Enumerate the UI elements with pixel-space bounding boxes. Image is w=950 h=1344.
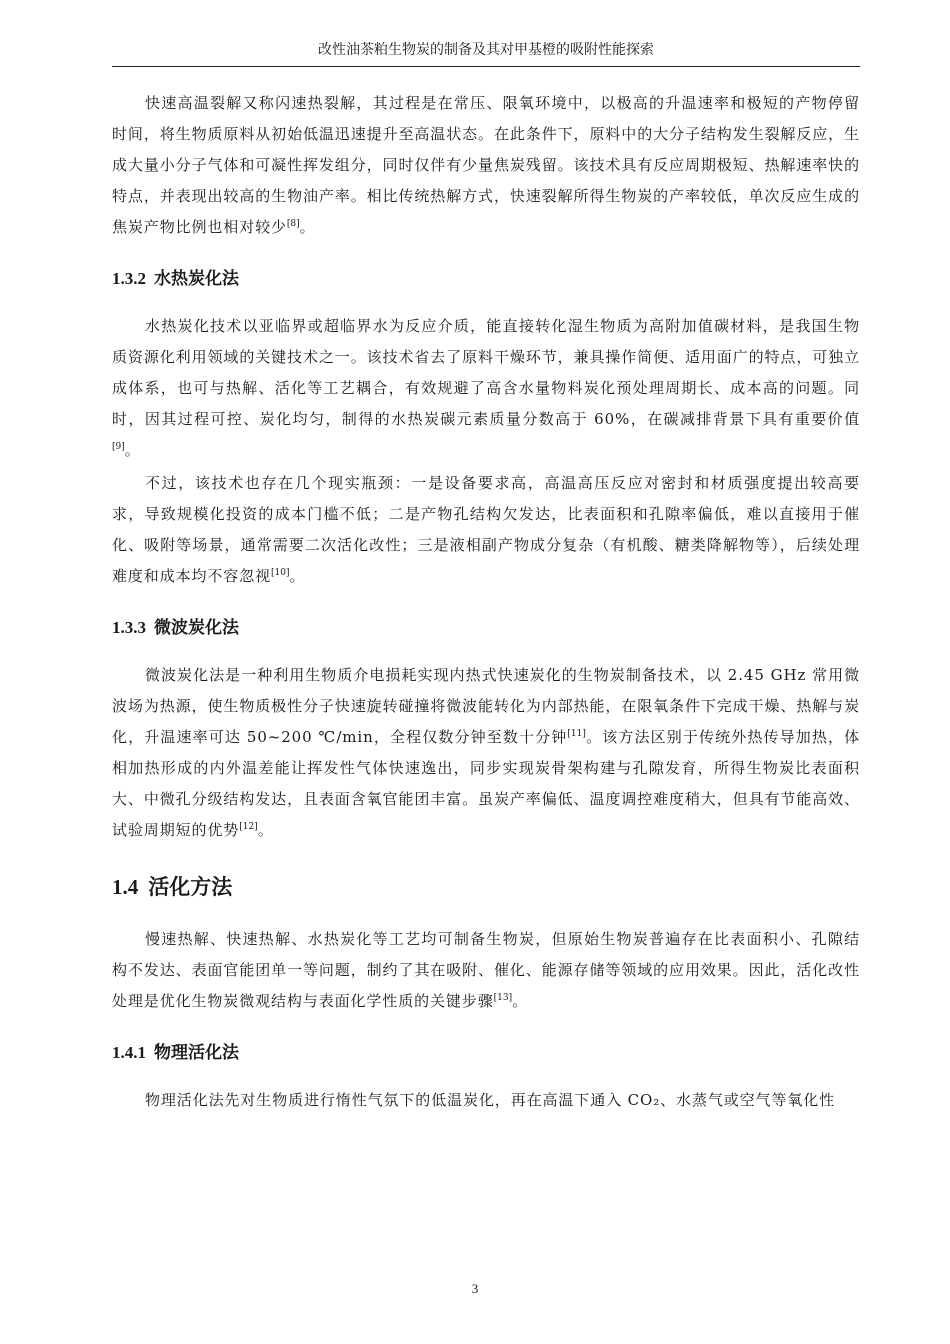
document-body xyxy=(112,88,860,1116)
paragraph-text: 不过，该技术也存在几个现实瓶颈：一是设备要求高，高温高压反应对密封和材质强度提出较高要求，导致规模化投资的成本门槛不低；二是产物孔结构欠发达，比表面积和孔隙率偏低，难以直接用于催化、吸附等场景，通常需要二次活化改性；三是液相副产物成分复杂（有机酸、糖类降解物等），后续处理难度和成本均不容忽视 xyxy=(112,474,860,585)
paragraph-text: 物理活化法先对生物质进行惰性气氛下的低温炭化，再在高温下通入 CO₂、水蒸气或空气等氧化性 xyxy=(145,1091,836,1109)
heading-title: 水热炭化法 xyxy=(154,269,239,288)
heading-number: 1.4.1 xyxy=(112,1043,146,1062)
paragraph-text: 快速高温裂解又称闪速热裂解，其过程是在常压、限氧环境中，以极高的升温速率和极短的产物停留时间，将生物质原料从初始低温迅速提升至高温状态。在此条件下，原料中的大分子结构发生裂解反应，生成大量小分子气体和可凝性挥发组分，同时仅伴有少量焦炭残留。该技术具有反应周期极短、热解速率快的特点，并表现出较高的生物油产率。相比传统热解方式，快速裂解所得生物炭的产率较低，单次反应生成的焦炭产物比例也相对较少 xyxy=(112,94,860,236)
section-heading-1-3-3 xyxy=(112,614,860,642)
paragraph-text: 。该方法区别于传统外热传导加热，体相加热形成的内外温差能让挥发性气体快速逸出，同步实现炭骨架构建与孔隙发育，所得生物炭比表面积大、中微孔分级结构发达，且表面含氧官能团丰富。虽炭产率偏低、温度调控难度稍大，但具有节能高效、试验周期短的优势 xyxy=(112,728,860,839)
citation-ref[interactable]: [9] xyxy=(112,442,125,452)
heading-number: 1.3.3 xyxy=(112,618,146,637)
paragraph-hydrothermal-intro xyxy=(112,311,860,466)
citation-ref[interactable]: [8] xyxy=(286,219,300,229)
citation-ref[interactable]: [13] xyxy=(493,993,513,1003)
paragraph-text: 。 xyxy=(289,567,306,585)
section-heading-1-3-2 xyxy=(112,265,860,293)
running-header: 改性油茶粕生物炭的制备及其对甲基橙的吸附性能探索 xyxy=(318,42,654,58)
heading-title: 微波炭化法 xyxy=(154,618,239,637)
citation-ref[interactable]: [12] xyxy=(239,822,258,832)
section-heading-1-4 xyxy=(112,872,860,902)
citation-ref[interactable]: [11] xyxy=(567,729,586,739)
paragraph-text: 水热炭化技术以亚临界或超临界水为反应介质，能直接转化湿生物质为高附加值碳材料，是我国生物质资源化利用领域的关键技术之一。该技术省去了原料干燥环节，兼具操作简便、适用面广的特点，可独立成体系，也可与热解、活化等工艺耦合，有效规避了高含水量物料炭化预处理周期长、成本高的问题。同时，因其过程可控、炭化均匀，制得的水热炭碳元素质量分数高于 60%，在碳减排背景下具有重要价值 xyxy=(112,317,860,428)
paragraph-text: 。 xyxy=(299,218,316,236)
header-rule xyxy=(112,66,860,67)
paragraph-text: 。 xyxy=(257,821,274,839)
paragraph-text: 。 xyxy=(512,992,528,1010)
paragraph-hydrothermal-limits xyxy=(112,468,860,592)
paragraph-activation-intro xyxy=(112,924,860,1017)
paragraph-microwave xyxy=(112,660,860,846)
page-number: 3 xyxy=(471,1281,479,1296)
paragraph-text: 。 xyxy=(124,441,141,459)
heading-number: 1.3.2 xyxy=(112,269,146,288)
paragraph-text: 慢速热解、快速热解、水热炭化等工艺均可制备生物炭，但原始生物炭普遍存在比表面积小、孔隙结构不发达、表面官能团单一等问题，制约了其在吸附、催化、能源存储等领域的应用效果。因此，活化改性处理是优化生物炭微观结构与表面化学性质的关键步骤 xyxy=(112,930,860,1010)
heading-title: 活化方法 xyxy=(148,875,233,899)
heading-number: 1.4 xyxy=(112,875,139,899)
heading-title: 物理活化法 xyxy=(154,1043,239,1062)
paragraph-fast-pyrolysis xyxy=(112,88,860,243)
paragraph-physical-activation xyxy=(112,1085,860,1116)
citation-ref[interactable]: [10] xyxy=(271,568,290,578)
paragraph-text: 微波炭化法是一种利用生物质介电损耗实现内热式快速炭化的生物炭制备技术，以 2.45 GHz 常用微波场为热源，使生物质极性分子快速旋转碰撞将微波能转化为内部热能，在限氧条件下完成干燥、热解与炭化，升温速率可达 50~200 ℃/min，全程仅数分钟至数十分钟 xyxy=(112,666,860,746)
section-heading-1-4-1 xyxy=(112,1039,860,1067)
